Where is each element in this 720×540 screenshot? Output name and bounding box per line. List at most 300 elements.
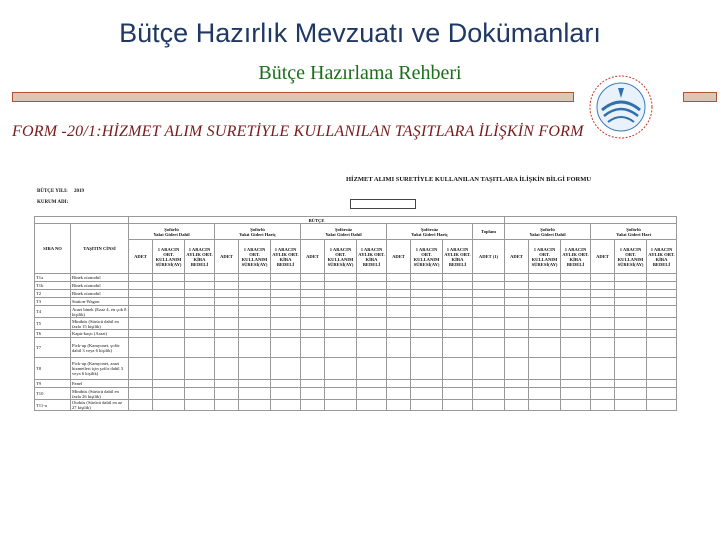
form-table [34, 216, 677, 411]
empty-cell [443, 282, 473, 290]
ort-kullanim-header: 1 ARACIN ORT. KULLANIM SÜRESİ(AY) [239, 240, 271, 274]
empty-cell [325, 306, 357, 318]
empty-cell [529, 338, 561, 358]
empty-cell [301, 298, 325, 306]
empty-cell [473, 290, 505, 298]
empty-cell [301, 318, 325, 330]
empty-cell [591, 274, 615, 282]
empty-cell [239, 318, 271, 330]
empty-cell [215, 290, 239, 298]
row-code: T1a [35, 274, 71, 282]
empty-cell [647, 338, 677, 358]
empty-cell [505, 290, 529, 298]
empty-cell [271, 338, 301, 358]
group-name: Şoförlü [250, 226, 265, 232]
ort-kullanim-header: 1 ARACIN ORT. KULLANIM SÜRESİ(AY) [153, 240, 185, 274]
empty-cell [325, 318, 357, 330]
ort-kira-header: 1 ARACIN AYLIK ORT. KİRA BEDELİ [357, 240, 387, 274]
row-code: T10 [35, 388, 71, 400]
empty-cell [473, 306, 505, 318]
empty-cell [529, 274, 561, 282]
empty-cell [387, 282, 411, 290]
empty-cell [387, 318, 411, 330]
empty-cell [561, 318, 591, 330]
empty-cell [505, 298, 529, 306]
empty-cell [473, 380, 505, 388]
empty-cell [325, 388, 357, 400]
table-row [35, 400, 677, 411]
empty-cell [129, 338, 153, 358]
empty-cell [505, 358, 529, 380]
empty-cell [647, 306, 677, 318]
empty-cell [591, 380, 615, 388]
empty-cell [473, 282, 505, 290]
empty-cell [529, 282, 561, 290]
row-vehicle-type: Pick-up (Kamyonet, arazi hizmetleri için şoför dahil 3 veya 6 kişilik) [71, 358, 129, 380]
row-vehicle-type: Minibüs (Sürücü dahil en fazla 26 kişilik) [71, 388, 129, 400]
document-header [34, 168, 691, 216]
empty-cell [387, 338, 411, 358]
ort-kullanim-header: 1 ARACIN ORT. KULLANIM SÜRESİ(AY) [411, 240, 443, 274]
blank-cell [35, 217, 129, 224]
empty-cell [153, 380, 185, 388]
empty-cell [591, 282, 615, 290]
empty-cell [271, 400, 301, 411]
row-vehicle-type: Kaptı-kaçtı (Arazi) [71, 330, 129, 338]
empty-cell [411, 282, 443, 290]
sub-header-row [35, 240, 677, 274]
empty-cell [647, 290, 677, 298]
empty-cell [647, 274, 677, 282]
budget-header: BÜTÇE [129, 217, 505, 224]
empty-cell [129, 282, 153, 290]
empty-cell [215, 306, 239, 318]
empty-cell [411, 400, 443, 411]
empty-cell [591, 358, 615, 380]
empty-cell [325, 290, 357, 298]
empty-cell [561, 338, 591, 358]
group-subtitle: Yakıt Gideri Hariç [239, 231, 276, 237]
empty-cell [357, 330, 387, 338]
empty-cell [185, 282, 215, 290]
empty-cell [325, 380, 357, 388]
page-subtitle: Bütçe Hazırlama Rehberi [258, 62, 462, 84]
empty-cell [129, 306, 153, 318]
empty-cell [239, 330, 271, 338]
empty-cell [185, 380, 215, 388]
group-subtitle: Yakıt Gideri Hariç [411, 231, 448, 237]
table-row [35, 388, 677, 400]
empty-cell [215, 338, 239, 358]
empty-cell [215, 282, 239, 290]
empty-cell [591, 298, 615, 306]
empty-cell [443, 358, 473, 380]
ort-kullanim-header: 1 ARACIN ORT. KULLANIM SÜRESİ(AY) [529, 240, 561, 274]
empty-cell [387, 358, 411, 380]
form-table-body [35, 217, 677, 411]
empty-cell [301, 306, 325, 318]
empty-cell [647, 298, 677, 306]
empty-cell [473, 298, 505, 306]
empty-cell [357, 388, 387, 400]
row-code: T11-a [35, 400, 71, 411]
table-row [35, 318, 677, 330]
empty-cell [271, 330, 301, 338]
table-row [35, 338, 677, 358]
empty-cell [357, 290, 387, 298]
row-vehicle-type: Arazi binek (Ezaz 4, en çok 8 kişilik) [71, 306, 129, 318]
row-vehicle-type: Binek otomobil [71, 274, 129, 282]
empty-cell [325, 298, 357, 306]
empty-cell [325, 274, 357, 282]
empty-cell [529, 400, 561, 411]
empty-cell [473, 388, 505, 400]
empty-cell [615, 358, 647, 380]
empty-cell [505, 306, 529, 318]
adet-header: ADET [129, 240, 153, 274]
empty-cell [387, 400, 411, 411]
empty-cell [239, 400, 271, 411]
empty-cell [591, 306, 615, 318]
empty-cell [325, 282, 357, 290]
empty-cell [271, 282, 301, 290]
row-code: T1b [35, 282, 71, 290]
empty-cell [185, 358, 215, 380]
empty-cell [153, 400, 185, 411]
empty-cell [239, 298, 271, 306]
empty-cell [301, 388, 325, 400]
empty-cell [529, 318, 561, 330]
empty-cell [615, 298, 647, 306]
empty-cell [185, 274, 215, 282]
empty-cell [443, 330, 473, 338]
group-subtitle: Yakıt Gideri Hari [616, 231, 651, 237]
empty-cell [615, 306, 647, 318]
row-code: T7 [35, 338, 71, 358]
empty-cell [443, 388, 473, 400]
divider-bar [12, 92, 574, 102]
empty-cell [615, 318, 647, 330]
empty-cell [443, 298, 473, 306]
empty-cell [411, 388, 443, 400]
table-row [35, 282, 677, 290]
empty-cell [647, 358, 677, 380]
ort-kira-header: 1 ARACIN AYLIK ORT. KİRA BEDELİ [647, 240, 677, 274]
empty-cell [185, 400, 215, 411]
empty-cell [615, 290, 647, 298]
row-code: T8 [35, 358, 71, 380]
empty-cell [647, 318, 677, 330]
empty-cell [505, 330, 529, 338]
empty-cell [301, 290, 325, 298]
empty-cell [153, 290, 185, 298]
empty-cell [271, 318, 301, 330]
empty-cell [153, 298, 185, 306]
blank-cell [505, 217, 677, 224]
group-subtitle: Yakıt Gideri Dahil [529, 231, 566, 237]
institution-label: KURUM ADI: [37, 200, 69, 205]
empty-cell [271, 306, 301, 318]
empty-cell [443, 400, 473, 411]
empty-cell [301, 338, 325, 358]
empty-cell [615, 338, 647, 358]
empty-cell [505, 338, 529, 358]
empty-cell [505, 274, 529, 282]
empty-cell [357, 282, 387, 290]
empty-cell [271, 274, 301, 282]
empty-cell [561, 380, 591, 388]
row-vehicle-type: Binek otomobil [71, 290, 129, 298]
table-row [35, 380, 677, 388]
group-subtitle: Yakıt Gideri Dahil [153, 231, 190, 237]
empty-cell [411, 318, 443, 330]
empty-cell [443, 274, 473, 282]
empty-cell [271, 358, 301, 380]
empty-cell [215, 388, 239, 400]
table-row [35, 330, 677, 338]
empty-cell [129, 400, 153, 411]
ort-kira-header: 1 ARACIN AYLIK ORT. KİRA BEDELİ [561, 240, 591, 274]
empty-cell [129, 274, 153, 282]
group-name: Şoförlü [540, 226, 555, 232]
table-row [35, 358, 677, 380]
empty-cell [129, 298, 153, 306]
empty-cell [357, 400, 387, 411]
empty-cell [615, 400, 647, 411]
empty-cell [153, 338, 185, 358]
empty-cell [473, 318, 505, 330]
empty-cell [561, 298, 591, 306]
adet-header: ADET [301, 240, 325, 274]
empty-cell [443, 290, 473, 298]
empty-cell [185, 330, 215, 338]
group-name: Şoförlü [164, 226, 179, 232]
group-subtitle: Yakıt Gideri Dahil [325, 231, 362, 237]
empty-cell [357, 298, 387, 306]
row-code: T2 [35, 290, 71, 298]
empty-cell [325, 338, 357, 358]
empty-cell [443, 306, 473, 318]
empty-cell [411, 306, 443, 318]
empty-cell [153, 358, 185, 380]
empty-cell [615, 388, 647, 400]
ort-kullanim-header: 1 ARACIN ORT. KULLANIM SÜRESİ(AY) [325, 240, 357, 274]
empty-cell [239, 388, 271, 400]
empty-cell [271, 290, 301, 298]
empty-cell [357, 306, 387, 318]
empty-cell [615, 330, 647, 338]
empty-cell [505, 400, 529, 411]
empty-cell [129, 388, 153, 400]
empty-cell [239, 306, 271, 318]
empty-cell [357, 318, 387, 330]
empty-cell [647, 330, 677, 338]
empty-cell [561, 306, 591, 318]
adet-header: ADET [387, 240, 411, 274]
row-code: T3 [35, 298, 71, 306]
empty-cell [129, 330, 153, 338]
empty-cell [615, 274, 647, 282]
empty-cell [443, 338, 473, 358]
empty-cell [185, 338, 215, 358]
empty-cell [129, 318, 153, 330]
empty-cell [411, 358, 443, 380]
divider-bar-right [683, 92, 717, 102]
document-title: HİZMET ALIMI SURETİYLE KULLANILAN TAŞITLARA İLİŞKİN BİLGİ FORMU [346, 176, 592, 183]
empty-cell [129, 380, 153, 388]
year-value: 2019 [74, 189, 84, 194]
empty-cell [591, 330, 615, 338]
empty-cell [185, 306, 215, 318]
empty-cell [129, 358, 153, 380]
adet-header: ADET [215, 240, 239, 274]
empty-cell [647, 282, 677, 290]
toplam-header: Toplam [473, 224, 505, 240]
empty-cell [443, 318, 473, 330]
empty-cell [301, 282, 325, 290]
group-header [591, 224, 677, 240]
ort-kullanim-header: 1 ARACIN ORT. KULLANIM SÜRESİ(AY) [615, 240, 647, 274]
group-header [129, 224, 215, 240]
table-row [35, 274, 677, 282]
adet-header: ADET [505, 240, 529, 274]
group-header [387, 224, 473, 240]
empty-cell [473, 274, 505, 282]
empty-cell [271, 388, 301, 400]
empty-cell [153, 282, 185, 290]
empty-cell [411, 380, 443, 388]
empty-cell [239, 282, 271, 290]
year-label: BÜTÇE YILI: [37, 189, 68, 194]
empty-cell [215, 358, 239, 380]
table-row [35, 298, 677, 306]
table-row [35, 306, 677, 318]
ort-kira-header: 1 ARACIN AYLIK ORT. KİRA BEDELİ [271, 240, 301, 274]
empty-cell [411, 298, 443, 306]
sira-no-header: SIRA NO [35, 224, 71, 274]
empty-cell [325, 330, 357, 338]
empty-cell [561, 388, 591, 400]
empty-cell [185, 290, 215, 298]
empty-cell [561, 274, 591, 282]
empty-cell [301, 330, 325, 338]
group-header [215, 224, 301, 240]
empty-cell [529, 388, 561, 400]
empty-cell [529, 298, 561, 306]
empty-cell [387, 380, 411, 388]
empty-cell [411, 330, 443, 338]
empty-cell [647, 380, 677, 388]
empty-cell [591, 318, 615, 330]
empty-cell [271, 298, 301, 306]
selection-box [350, 199, 416, 209]
empty-cell [239, 338, 271, 358]
empty-cell [239, 380, 271, 388]
row-code: T6 [35, 330, 71, 338]
empty-cell [615, 380, 647, 388]
empty-cell [561, 282, 591, 290]
empty-cell [357, 358, 387, 380]
empty-cell [239, 290, 271, 298]
empty-cell [529, 380, 561, 388]
empty-cell [591, 400, 615, 411]
empty-cell [153, 330, 185, 338]
page-title: Bütçe Hazırlık Mevzuatı ve Dokümanları [119, 18, 601, 48]
empty-cell [357, 274, 387, 282]
empty-cell [239, 358, 271, 380]
empty-cell [153, 388, 185, 400]
empty-cell [215, 400, 239, 411]
empty-cell [615, 282, 647, 290]
empty-cell [529, 290, 561, 298]
empty-cell [325, 400, 357, 411]
row-code: T5 [35, 318, 71, 330]
empty-cell [215, 318, 239, 330]
empty-cell [215, 330, 239, 338]
row-vehicle-type: Panel [71, 380, 129, 388]
ort-kira-header: 1 ARACIN AYLIK ORT. KİRA BEDELİ [443, 240, 473, 274]
empty-cell [505, 380, 529, 388]
empty-cell [591, 290, 615, 298]
row-code: T4 [35, 306, 71, 318]
row-vehicle-type: Station-Wagon [71, 298, 129, 306]
empty-cell [529, 330, 561, 338]
empty-cell [505, 388, 529, 400]
empty-cell [301, 358, 325, 380]
table-row [35, 290, 677, 298]
empty-cell [591, 388, 615, 400]
form-heading: FORM -20/1:HİZMET ALIM SURETİYLE KULLANILAN TAŞITLARA İLİŞKİN FORM [12, 123, 584, 140]
empty-cell [443, 380, 473, 388]
empty-cell [357, 338, 387, 358]
group-name: Şoförsüz [334, 226, 353, 232]
empty-cell [215, 380, 239, 388]
empty-cell [301, 400, 325, 411]
row-vehicle-type: Binek otomobil [71, 282, 129, 290]
empty-cell [153, 318, 185, 330]
empty-cell [473, 400, 505, 411]
empty-cell [153, 306, 185, 318]
empty-cell [185, 298, 215, 306]
row-vehicle-type: Pick-up (Kamyonet, şoför dahil 3 veya 6 kişilik) [71, 338, 129, 358]
empty-cell [561, 400, 591, 411]
empty-cell [473, 358, 505, 380]
empty-cell [387, 388, 411, 400]
empty-cell [505, 318, 529, 330]
empty-cell [411, 338, 443, 358]
empty-cell [271, 380, 301, 388]
empty-cell [647, 388, 677, 400]
empty-cell [387, 290, 411, 298]
empty-cell [591, 338, 615, 358]
empty-cell [215, 274, 239, 282]
empty-cell [153, 274, 185, 282]
empty-cell [387, 330, 411, 338]
empty-cell [387, 306, 411, 318]
empty-cell [129, 290, 153, 298]
empty-cell [185, 388, 215, 400]
empty-cell [473, 330, 505, 338]
empty-cell [387, 274, 411, 282]
empty-cell [473, 338, 505, 358]
empty-cell [325, 358, 357, 380]
row-vehicle-type: Otobüs (Sürücü dahil en az 27 kişilik) [71, 400, 129, 411]
empty-cell [647, 400, 677, 411]
row-vehicle-type: Minibüs (Sürücü dahil en fazla 15 kişilik) [71, 318, 129, 330]
group-header [301, 224, 387, 240]
empty-cell [215, 298, 239, 306]
toplam-adet-header: ADET (1) [473, 240, 505, 274]
